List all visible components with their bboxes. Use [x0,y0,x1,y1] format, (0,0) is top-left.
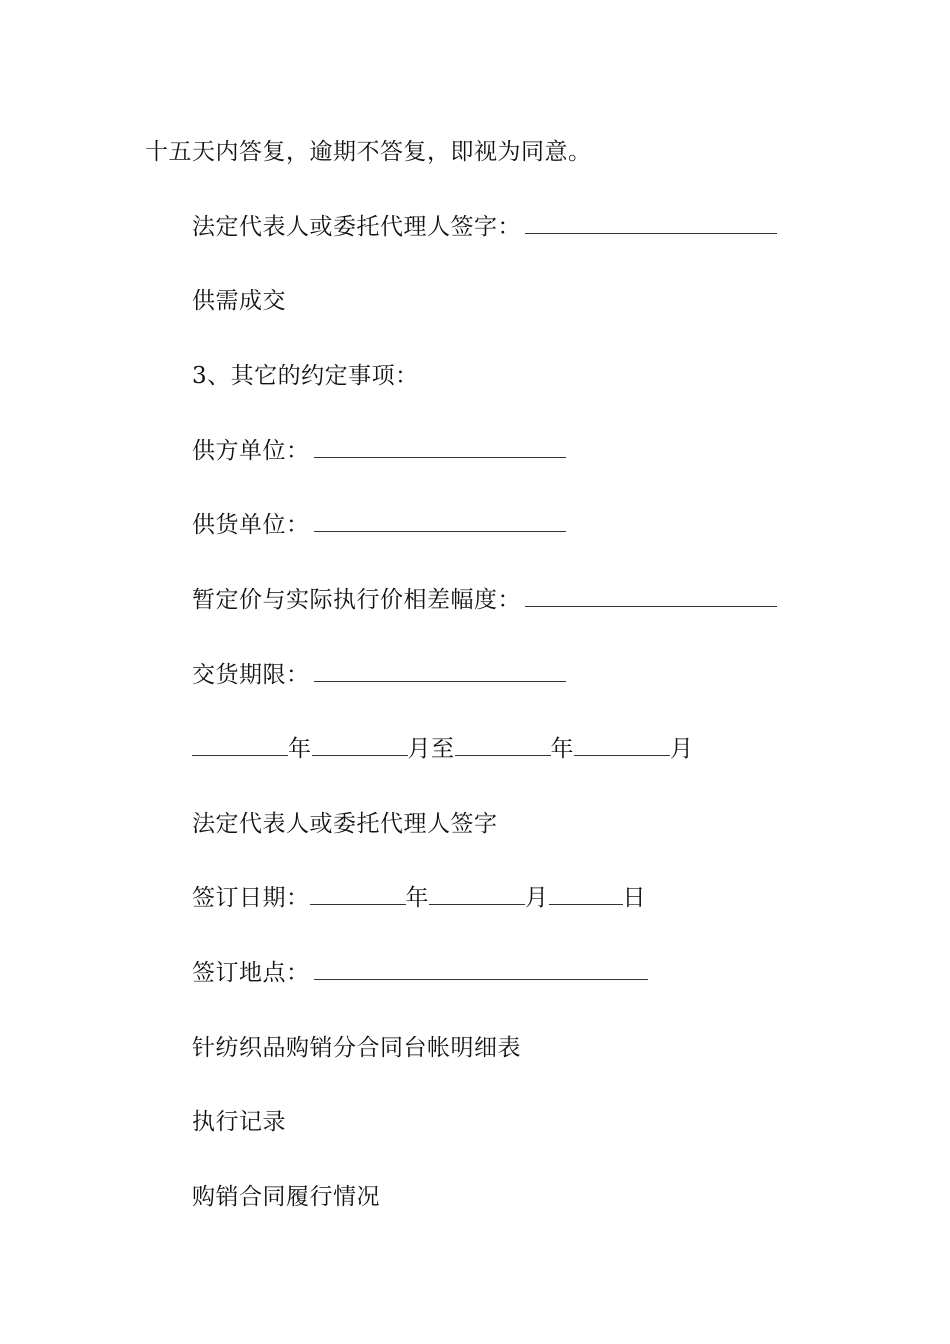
delivery-period-label: 交货期限： [192,662,310,688]
signing-place-label: 签订地点： [192,960,310,986]
signature-blank[interactable] [525,215,777,234]
start-year-label: 年 [288,736,312,762]
delivery-unit-label: 供货单位： [192,512,310,538]
execution-record-title: 执行记录 [192,1109,286,1135]
performance-title: 购销合同履行情况 [192,1184,380,1210]
end-month-blank[interactable] [574,737,670,756]
text-line-signature-2 [192,809,498,839]
signature-line-1 [192,212,777,242]
field-line-signing-place [192,958,648,988]
reply-deadline-text: 十五天内答复，逾期不答复，即视为同意。 [145,139,592,165]
end-year-blank[interactable] [455,737,551,756]
deal-text: 供需成交 [192,288,286,314]
field-line-supplier [192,436,566,466]
field-line-delivery-period [192,660,566,690]
price-difference-blank[interactable] [525,588,777,607]
ledger-title: 针纺织品购销分合同台帐明细表 [192,1035,521,1061]
text-line-execution-record [192,1107,286,1137]
field-line-delivery-unit [192,510,566,540]
start-month-to-label: 月至 [407,736,455,762]
signature-2-text: 法定代表人或委托代理人签字 [192,811,498,837]
signing-month-label: 月 [525,885,549,911]
text-line-deal [192,286,286,316]
text-line-reply-deadline [145,137,592,167]
signing-month-blank[interactable] [429,886,525,905]
signing-year-blank[interactable] [310,886,406,905]
text-line-ledger-title [192,1033,521,1063]
signing-place-blank[interactable] [314,961,648,980]
field-line-price-difference [192,585,777,615]
signing-date-label: 签订日期： [192,885,310,911]
start-month-blank[interactable] [312,737,408,756]
field-line-period-range [192,734,694,764]
start-year-blank[interactable] [192,737,288,756]
supplier-label: 供方单位： [192,438,310,464]
signature-label: 法定代表人或委托代理人签字： [192,214,521,240]
text-line-other-terms [192,361,419,391]
end-year-label: 年 [550,736,574,762]
text-line-performance [192,1182,380,1212]
other-terms-heading: 3、其它的约定事项： [192,363,419,389]
price-difference-label: 暂定价与实际执行价相差幅度： [192,587,521,613]
signing-day-blank[interactable] [549,886,623,905]
signing-year-label: 年 [405,885,429,911]
delivery-period-blank[interactable] [314,663,566,682]
field-line-signing-date [192,883,646,913]
signing-day-label: 日 [622,885,646,911]
end-month-label: 月 [670,736,694,762]
delivery-unit-blank[interactable] [314,513,566,532]
supplier-blank[interactable] [314,439,566,458]
